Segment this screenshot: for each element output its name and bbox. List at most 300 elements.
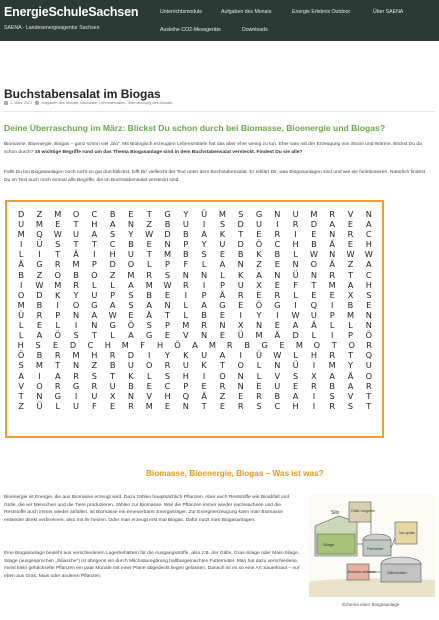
puzzle-cell: W [163,279,172,290]
puzzle-cell: Ü [292,269,299,280]
puzzle-cell: B [109,360,116,371]
puzzle-row [12,249,378,259]
puzzle-cell: E [347,239,354,250]
puzzle-cell: C [365,229,372,240]
puzzle-row [12,320,378,330]
puzzle-cell: X [237,320,244,331]
page-title: Buchstabensalat im Biogas [4,87,161,101]
puzzle-cell: A [329,219,335,230]
puzzle-cell: T [55,360,61,371]
puzzle-cell: S [201,249,207,260]
calendar-icon [4,101,8,105]
puzzle-cell: A [365,219,372,230]
puzzle-cell: V [274,370,281,381]
nav-item-downloads[interactable]: Downloads [242,27,268,33]
puzzle-cell: S [55,239,61,250]
puzzle-cell: I [202,219,206,230]
puzzle-cell: Ä [73,249,79,260]
puzzle-cell: A [91,309,98,320]
nav-item-ueber-saena[interactable]: Über SAENA [373,9,404,15]
puzzle-cell: P [183,380,189,391]
label-gaerbehaelter: Gärbehälter [387,571,408,575]
puzzle-cell: V [347,209,354,219]
puzzle-cell: Z [36,269,43,280]
puzzle-cell: P [165,259,170,270]
post-meta [4,101,172,105]
puzzle-cell: U [182,360,189,371]
puzzle-cell: R [54,259,61,270]
puzzle-cell: I [19,279,23,290]
puzzle-cell: M [328,279,336,290]
puzzle-cell: I [294,229,297,240]
puzzle-cell: K [128,370,134,381]
puzzle-cell: B [18,269,24,280]
puzzle-cell: X [311,370,317,381]
puzzle-cell: Q [365,350,373,361]
puzzle-cell: S [347,400,354,411]
puzzle-cell: Ö [255,299,263,310]
puzzle-cell: Q [310,299,318,310]
puzzle-cell: M [35,219,43,230]
puzzle-cell: N [237,259,244,270]
puzzle-cell: M [35,360,43,371]
puzzle-cell: O [146,360,153,371]
puzzle-cell: R [366,340,372,351]
puzzle-cell: R [146,269,153,280]
puzzle-cell: S [256,400,262,411]
puzzle-cell: X [109,390,116,401]
puzzle-cell: G [274,299,281,310]
puzzle-cell: E [219,400,225,411]
puzzle-cell: M [218,209,226,219]
puzzle-cell: Q [182,390,190,401]
puzzle-cell: N [274,209,281,219]
puzzle-cell: B [183,249,189,260]
puzzle-cell: E [55,219,61,230]
puzzle-cell: B [128,239,134,250]
puzzle-cell: H [310,350,317,361]
puzzle-cell: Ä [201,390,207,401]
nav-item-aufgaben[interactable]: Aufgaben des Monats [221,9,272,15]
puzzle-cell: E [128,309,134,320]
puzzle-cell: U [182,219,189,230]
folder-icon [35,101,39,105]
puzzle-cell: M [121,340,129,351]
puzzle-cell: H [365,239,372,250]
puzzle-cell: H [91,219,98,230]
puzzle-cell: E [256,289,262,300]
puzzle-cell: I [202,370,206,381]
puzzle-cell: S [238,209,244,219]
puzzle-cell: E [201,380,207,391]
puzzle-cell: G [164,209,171,219]
puzzle-cell: I [184,289,188,300]
puzzle-cell: T [366,390,372,401]
puzzle-cell: E [238,390,244,401]
puzzle-cell: R [219,380,226,391]
puzzle-row [12,300,378,310]
puzzle-cell: K [219,229,226,240]
puzzle-cell: T [18,390,24,401]
puzzle-cell: N [292,259,299,270]
puzzle-cell: R [237,289,244,300]
puzzle-cell: W [108,309,117,320]
puzzle-cell: S [293,370,299,381]
puzzle-cell: O [54,269,61,280]
puzzle-cell: T [91,330,97,341]
puzzle-cell: M [17,299,25,310]
puzzle-cell: O [91,269,98,280]
nav-item-ausleihe[interactable]: Ausleihe CO2-Messgeräte [160,27,221,33]
puzzle-cell: E [238,299,244,310]
puzzle-cell: Z [109,269,116,280]
puzzle-cell: M [208,340,216,351]
puzzle-cell: R [109,350,116,361]
puzzle-cell: N [127,219,134,230]
puzzle-cell: L [256,370,262,381]
puzzle-cell: I [239,309,242,320]
puzzle-cell: S [35,340,41,351]
puzzle-cell: Ö [127,320,135,331]
puzzle-cell: B [311,239,317,250]
puzzle-cell: W [364,249,373,260]
post-categories[interactable]: Aufgaben des Monats, Biomasse, Lehrmaterialien, Überraschung des Monats [41,101,172,105]
puzzle-cell: C [274,239,281,250]
puzzle-cell: D [17,209,25,219]
puzzle-cell: Ä [329,239,335,250]
puzzle-cell: V [347,390,354,401]
puzzle-cell: U [365,360,372,371]
puzzle-cell: M [127,269,135,280]
puzzle-cell: A [201,299,207,310]
puzzle-row [12,381,378,391]
puzzle-cell: S [329,390,335,401]
puzzle-row [12,270,378,280]
puzzle-cell: L [110,279,115,290]
puzzle-row [12,310,378,320]
puzzle-cell: I [239,350,242,361]
puzzle-cell: E [329,289,335,300]
puzzle-cell: O [348,340,355,351]
label-silo: Silo [331,510,340,516]
puzzle-cell: L [55,400,61,411]
intro-paragraph [4,141,432,156]
puzzle-cell: E [311,229,317,240]
puzzle-cell: S [164,370,171,381]
puzzle-cell: O [313,340,321,351]
puzzle-row [12,290,378,300]
puzzle-cell: O [310,259,318,270]
puzzle-cell: A [128,330,134,341]
puzzle-cell: I [312,390,316,401]
puzzle-cell: A [219,259,226,270]
puzzle-cell: R [329,350,336,361]
site-title[interactable]: EnergieSchuleSachsen [4,5,139,19]
puzzle-cell: U [18,219,25,230]
puzzle-cell: B [128,380,134,391]
puzzle-cell: R [226,340,233,351]
puzzle-cell: U [274,380,281,391]
puzzle-cell: K [55,289,61,300]
puzzle-cell: D [69,340,77,351]
puzzle-cell: A [109,299,116,310]
puzzle-cell: V [146,390,153,401]
puzzle-cell: E [256,229,262,240]
puzzle-row [12,391,378,401]
puzzle-cell: R [54,380,61,391]
puzzle-cell: T [219,360,225,371]
puzzle-cell: I [38,249,41,260]
puzzle-cell: Y [183,209,189,219]
puzzle-cell: I [74,390,78,401]
puzzle-cell: H [164,390,171,401]
puzzle-cell: I [312,400,316,411]
puzzle-cell: L [183,299,189,310]
puzzle-cell: E [164,289,171,300]
puzzle-cell: N [72,309,80,320]
puzzle-cell: N [201,269,208,280]
puzzle-cell: W [53,229,62,240]
puzzle-cell: V [183,330,189,341]
puzzle-cell: Ä [146,309,153,320]
puzzle-row [12,219,378,229]
puzzle-cell: H [292,239,299,250]
puzzle-cell: E [36,320,43,331]
puzzle-cell: N [127,390,134,401]
puzzle-cell: A [192,340,198,351]
puzzle-cell: R [311,380,317,391]
puzzle-cell: L [92,279,97,290]
puzzle-cell: P [329,309,335,320]
puzzle-cell: N [72,360,80,371]
puzzle-cell: B [274,390,281,401]
label-guelle: Gülle-Vorgrube [351,509,376,513]
puzzle-cell: Y [165,350,171,361]
puzzle-cell: A [347,279,354,290]
puzzle-cell: M [310,209,318,219]
puzzle-cell: Q [36,229,43,240]
puzzle-cell: N [237,370,244,381]
puzzle-cell: Ä [219,289,226,300]
puzzle-cell: W [145,229,154,240]
puzzle-cell: Y [128,229,134,240]
puzzle-cell: N [237,380,244,391]
puzzle-cell: X [347,289,354,300]
puzzle-cell: N [182,400,189,411]
puzzle-cell: S [91,370,97,381]
puzzle-cell: I [276,219,279,230]
section-heading: Biomasse, Bioenergie, Biogas – Was ist was? [146,469,324,478]
puzzle-cell: S [128,289,134,300]
puzzle-cell: D [127,350,135,361]
puzzle-cell: B [36,299,43,310]
puzzle-cell: B [36,350,43,361]
puzzle-row [12,360,378,370]
puzzle-cell: Ü [292,360,299,371]
puzzle-cell: U [109,380,116,391]
puzzle-cell: T [73,239,79,250]
puzzle-cell: P [201,289,207,300]
puzzle-cell: E [279,340,285,351]
puzzle-cell: Z [256,259,262,270]
puzzle-cell: B [237,249,244,260]
puzzle-cell: L [293,289,298,300]
puzzle-cell: N [365,209,372,219]
puzzle-cell: L [311,330,317,341]
puzzle-cell: A [91,229,98,240]
puzzle-cell: R [73,370,79,381]
puzzle-cell: L [183,309,189,320]
puzzle-cell: Y [347,360,353,371]
puzzle-cell: M [295,340,303,351]
divider [4,111,435,112]
label-blockheizkraftwerk: Blockheiz-kraftwerk [348,570,376,574]
puzzle-cell: Ö [174,340,181,351]
puzzle-cell: D [237,219,244,230]
puzzle-cell: T [73,219,79,230]
puzzle-cell: Ü [201,209,208,219]
label-vorgrube: Vor-grube [399,531,415,535]
puzzle-cell: S [18,360,24,371]
puzzle-cell: Z [18,400,24,411]
label-fermenter: Fermenter [367,547,384,551]
puzzle-cell: N [329,229,336,240]
puzzle-cell: A [18,370,24,381]
puzzle-cell: R [274,229,281,240]
puzzle-cell: T [347,350,353,361]
puzzle-cell: M [346,309,355,320]
section-paragraph-2: Eine Biogasanlage besteht aus verschiedenen Lagerbehältern für die Ausgangsstoffe, also z.B. der Gülle, Gras-Silage oder Mais-Silage. Silage (ausgesprochen „Siliasche“) ist übrigens ein durch Milchsäuregärung haltbargemachtes Futtermittel. Man hat dazu verschiedene, meist klein gehäckselte Pflanzen ein paar Monate mit einer Plane abgedeckt liegen gelassen. Danach ist es so eine Art Sauerkraut – nur eben aus Gras, Mais oder anderen Pflanzen. [4,551,300,579]
puzzle-cell: K [238,269,244,280]
puzzle-cell: L [55,320,61,331]
puzzle-cell: W [309,249,318,260]
puzzle-cell: B [146,289,153,300]
puzzle-cell: W [291,309,300,320]
puzzle-cell: A [329,370,335,381]
puzzle-cell: L [348,320,353,331]
puzzle-cell: Z [36,209,43,219]
puzzle-cell: B [244,340,250,351]
puzzle-cell: Z [91,360,98,371]
puzzle-cell: T [331,340,337,351]
puzzle-cell: F [293,279,298,290]
puzzle-cell: F [140,340,146,351]
puzzle-cell: H [182,370,189,381]
puzzle-cell: M [328,360,336,371]
puzzle-cell: S [128,299,134,310]
puzzle-cell: T [146,249,152,260]
puzzle-cell: B [164,219,171,230]
post-date[interactable]: 1. März 2021 [10,101,33,105]
puzzle-row [12,401,378,411]
puzzle-cell: E [52,340,59,351]
puzzle-cell: U [219,239,226,250]
puzzle-cell: A [54,370,61,381]
puzzle-row [12,229,378,239]
puzzle-cell: M [17,229,25,240]
puzzle-cell: E [274,279,280,290]
puzzle-cell: B [347,299,354,310]
puzzle-cell: L [329,320,335,331]
puzzle-cell: Ü [237,330,244,341]
site-tagline: SAENA - Landesenergieagentur Sachsen [4,25,100,31]
puzzle-cell: K [183,350,189,361]
puzzle-cell: Y [201,239,207,250]
puzzle-cell: C [274,400,281,411]
puzzle-row [12,371,378,381]
puzzle-cell: L [110,330,115,341]
section-paragraph-1: Bioenergie ist Energie, die aus Biomasse erzeugt wird. Dazu zählen hauptsächlich Pflanzen. Aber auch Reststoffe wie Bioabfall und Gülle, die wir Menschen und die Tiere produzieren, zählen zur Biomasse. Weil die Pflanzen immer wieder nachwachsen und die Reststoffe auch immer wieder anfallen, ist Biomasse ein erneuerbarer Energieträger. Zur Energieerzeugung kann man Biomasse entweder direkt verbrennen, also mit ihr heizen. Oder man erzeugt erst mal Biogas. Dafür nutzt man Biogasanlagen. [4,495,290,523]
puzzle-cell: V [18,380,24,391]
puzzle-cell: E [219,249,225,260]
puzzle-cell: A [292,390,299,401]
puzzle-cell: R [329,269,336,280]
puzzle-cell: E [293,380,299,391]
puzzle-cell: M [54,209,62,219]
puzzle-row [12,259,378,269]
puzzle-cell: R [73,279,79,290]
puzzle-cell: Z [347,259,354,270]
puzzle-row [12,280,378,290]
puzzle-cell: M [145,279,153,290]
nav-item-unterrichtsmodule[interactable]: Unterrichtsmodule [160,9,203,15]
puzzle-cell: A [365,259,372,270]
puzzle-cell: M [163,249,172,260]
puzzle-cell: Ü [36,239,43,250]
puzzle-cell: R [365,380,372,391]
puzzle-cell: C [164,380,171,391]
puzzle-cell: M [182,320,190,331]
puzzle-cell: R [329,400,336,411]
puzzle-cell: I [74,320,78,331]
puzzle-cell: T [201,400,207,411]
puzzle-cell: N [36,390,43,401]
puzzle-cell: E [110,400,116,411]
puzzle-cell: L [201,259,207,270]
puzzle-cell: B [183,229,189,240]
nav-item-outdoor[interactable]: Energie Erlebnis Outdoor [292,9,351,15]
puzzle-cell: R [182,279,189,290]
puzzle-cell: E [128,209,134,219]
puzzle-cell: T [238,229,244,240]
puzzle-cell: T [146,209,152,219]
puzzle-cell: C [365,269,372,280]
figure-caption: Schema einer Biogasanlage [342,602,400,607]
puzzle-cell: U [91,390,98,401]
puzzle-cell: Y [73,289,79,300]
puzzle-cell: H [109,249,116,260]
puzzle-cell: N [164,239,171,250]
site-header [0,0,439,41]
puzzle-cell: Ü [36,400,43,411]
puzzle-cell: R [292,219,299,230]
puzzle-cell: N [182,269,189,280]
puzzle-cell: Ä [329,259,335,270]
puzzle-cell: M [72,350,80,361]
puzzle-cell: D [164,229,171,240]
puzzle-cell: R [347,229,354,240]
puzzle-cell: E [146,239,152,250]
puzzle-cell: E [219,330,225,341]
puzzle-cell: B [201,309,207,320]
puzzle-cell: I [330,299,334,310]
puzzle-cell: E [274,259,280,270]
puzzle-cell: I [294,299,297,310]
puzzle-row [12,340,378,350]
puzzle-cell: C [87,340,94,351]
puzzle-cell: I [93,249,96,260]
puzzle-cell: N [274,269,281,280]
